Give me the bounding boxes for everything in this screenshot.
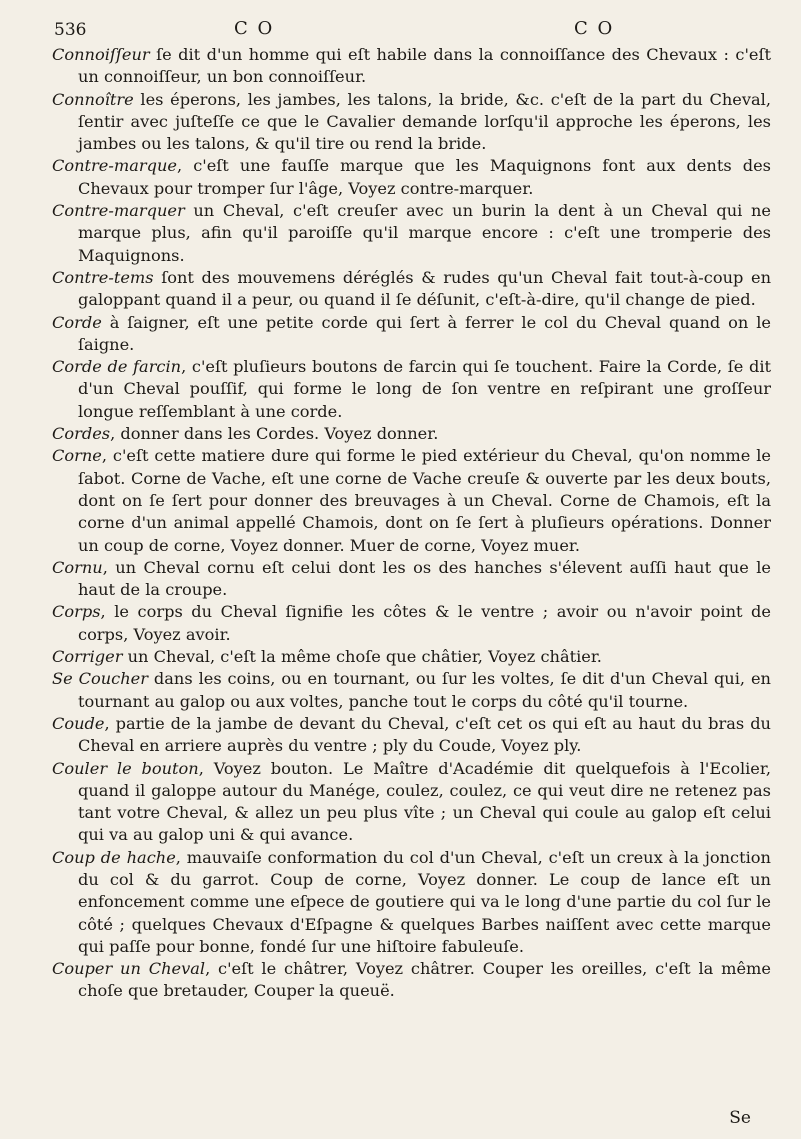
entry-text: un Cheval, c'eſt la même choſe que châtier, Voyez châtier. [122,647,602,667]
entry-headword: Corne [52,446,102,466]
entry-text: à ſaigner, eſt une petite corde qui ſert à ferrer le col du Cheval quand on le ſaigne. [78,312,771,354]
entry-headword: Couper un Cheval [52,959,206,979]
entry-text: ſe dit d'un homme qui eſt habile dans la connoiſſance des Chevaux : c'eſt un connoiſſeur, un bon connoiſſeur. [78,45,771,87]
entry-headword: Couler le bouton [52,758,199,778]
entry [52,312,771,357]
entry-text: , partie de la jambe de devant du Cheval, c'eſt cet os qui eſt au haut du bras du Cheval en arriere auprès du ventre ; ply du Coude, Voyez ply. [78,713,771,756]
entry [52,89,771,156]
entry-headword: Contre-tems [52,267,154,287]
entry-text: ſont des mouvemens déréglés & rudes qu'un Cheval fait tout-à-coup en galoppant quand il a peur, ou quand il ſe déſunit, c'eſt-à-dire, qu'il change de pied. [78,267,771,310]
entry-headword: Corde [52,312,102,332]
entry-text: , c'eſt une fauſſe marque que les Maquignons font aux dents des Chevaux pour tromper ſur l'âge, Voyez contre-marquer. [78,156,771,198]
entry-headword: Contre-marquer [52,201,185,221]
entry [52,758,771,847]
entry-text: les éperons, les jambes, les talons, la bride, &c. c'eſt de la part du Cheval, ſentir avec juſteſſe ce que le Cavalier demande lorſqu'il approche les éperons, les jambes ou les talons, & qu'il tire ou rend la bride. [78,89,771,154]
catchword: Se [729,1108,751,1128]
entry [52,847,771,958]
entry-text: , c'eſt le châtrer, Voyez châtrer. Couper les oreilles, c'eſt la même choſe que bretauder, Couper la queuë. [78,959,771,1001]
header-right-letters: C O [574,18,615,39]
entry [52,713,771,758]
entry [52,267,771,312]
entry [52,200,771,267]
entry-headword: Corps [52,602,101,622]
entry-headword: Corde de farcin [52,357,182,377]
entry-text: , Voyez bouton. Le Maître d'Académie dit quelquefois à l'Ecolier, quand il galoppe autour du Manége, coulez, coulez, ce qui veut dire ne retenez pas tant votre Cheval, & allez un peu plus vîte ; un Cheval qui coule au galop eſt celui qui va au galop uni & qui avance. [78,758,771,845]
entry [52,445,771,556]
entry-headword: Coup de hache [52,847,176,867]
entry [52,958,771,1003]
entry [52,423,771,445]
entry-headword: Connoître [52,89,134,109]
entry-text: , c'eſt cette matiere dure qui forme le pied extérieur du Cheval, qu'on nomme le ſabot. Corne de Vache, eſt une corne de Vache creuſe & ouverte par les deux bouts, dont on ſe ſert pour donner des breuvages à un Cheval. Corne de Chamois, eſt la corne d'un animal appellé Chamois, dont on ſe ſert à pluſieurs opérations. Donner un coup de corne, Voyez donner. Muer de corne, Voyez muer. [78,446,771,555]
entry-headword: Contre-marque [52,156,177,176]
entry-headword: Corriger [52,647,123,667]
entry [52,44,771,89]
entry-headword: Cornu [52,557,103,577]
entry [52,646,771,668]
running-header [52,14,771,44]
entry-text: , mauvaiſe conformation du col d'un Cheval, c'eſt un creux à la jonction du col & du garrot. Coup de corne, Voyez donner. Le coup de lance eſt un enfoncement comme une eſpece de goutiere qui va le long d'une partie du col ſur le côté ; quelques Chevaux d'Eſpagne & quelques Barbes naiſſent avec cette marque qui paſſe pour bonne, fondé ſur une hiſtoire fabuleuſe. [78,847,771,956]
entry-headword: Coude [52,713,105,733]
entry-text: un Cheval, c'eſt creuſer avec un burin la dent à un Cheval qui ne marque plus, afin qu'il paroiſſe qu'il marque encore : c'eſt une tromperie des Maquignons. [78,201,771,265]
entry [52,601,771,646]
entry [52,557,771,602]
entry-text: , c'eſt pluſieurs boutons de farcin qui ſe touchent. Faire la Corde, ſe dit d'un Cheval pouſſif, qui forme le long de ſon ventre en reſpirant une groſſeur longue reſſemblant à une corde. [78,357,772,421]
entry-headword: Se Coucher [52,669,148,689]
page-number: 536 [54,20,87,40]
entry-text: , un Cheval cornu eſt celui dont les os des hanches s'élevent auſſi haut que le haut de la croupe. [78,557,771,600]
entry-headword: Connoiſſeur [52,45,150,64]
entry [52,356,771,423]
entry [52,668,771,713]
header-left-letters: C O [234,18,275,39]
entry-text: , le corps du Cheval ſignifie les côtes & le ventre ; avoir ou n'avoir point de corps, Voyez avoir. [78,602,771,644]
entry-headword: Cordes [52,424,111,444]
entry-text: dans les coins, ou en tournant, ou ſur les voltes, ſe dit d'un Cheval qui, en tournant au galop ou aux voltes, panche tout le corps du côté qu'il tourne. [78,669,771,711]
entries-body [52,44,771,1003]
entry [52,155,771,200]
entry-text: , donner dans les Cordes. Voyez donner. [110,424,439,444]
